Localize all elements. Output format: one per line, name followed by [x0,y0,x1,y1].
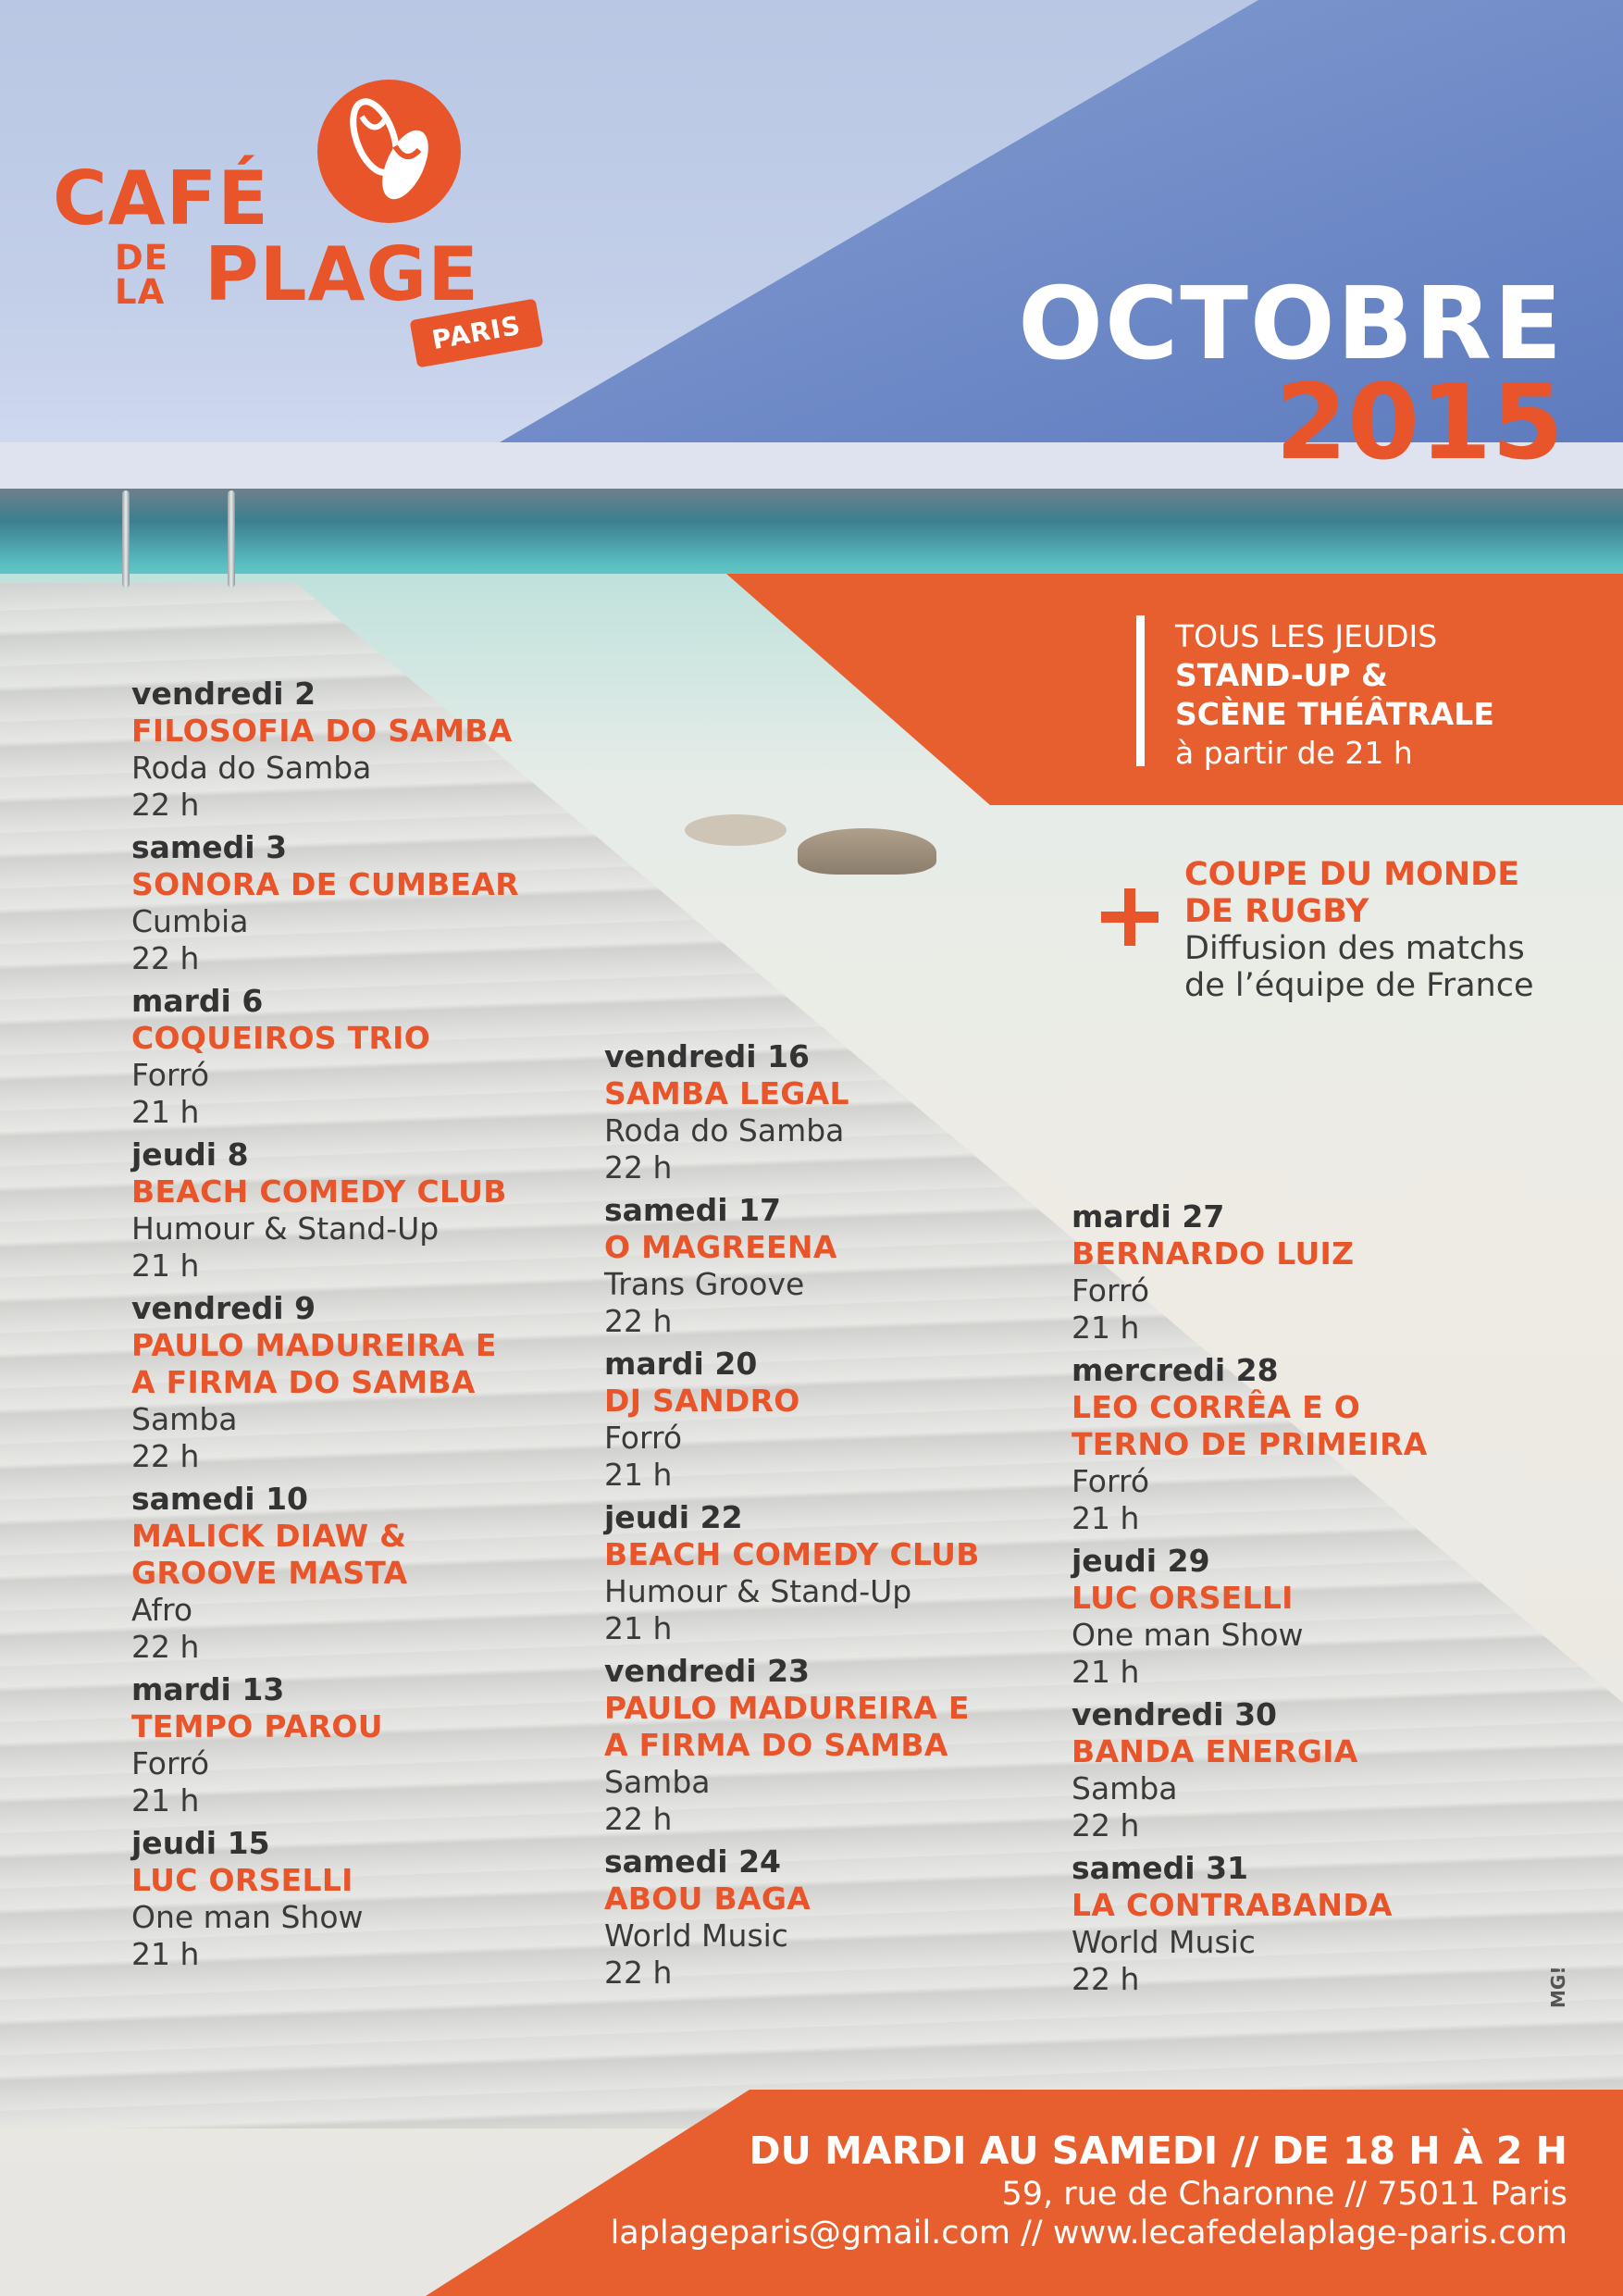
event-item [131,983,613,1131]
year-title: 2015 [1275,363,1564,483]
address: 59, rue de Charonne // 75011 Paris [1001,2176,1567,2213]
event-day: jeudi 29 [1072,1543,1210,1579]
event-item [604,1653,1085,1838]
event-day: samedi 31 [1072,1850,1249,1886]
event-item [131,1671,613,1819]
event-time: 21 h [604,1457,673,1493]
event-day: samedi 24 [604,1843,782,1880]
event-day: samedi 17 [604,1192,782,1228]
event-day: vendredi 23 [604,1653,811,1689]
event-item [604,1843,1085,1992]
event-time: 22 h [604,1303,673,1339]
flip-flops-icon [317,80,461,223]
event-day: jeudi 8 [131,1136,249,1173]
event-item [1072,1850,1553,1998]
event-name: LUC ORSELLI [1072,1580,1294,1616]
event-time: 21 h [1072,1654,1140,1690]
event-time: 22 h [131,940,200,976]
event-time: 22 h [131,787,200,823]
event-day: vendredi 30 [1072,1696,1278,1732]
logo-la: LA [115,272,166,312]
event-time: 22 h [131,1438,200,1474]
thursday-banner-divider [1136,615,1145,766]
rock-shadow [685,814,787,846]
event-name: BEACH COMEDY CLUB [604,1536,980,1572]
event-genre: Cumbia [131,903,249,939]
event-time: 22 h [131,1629,200,1665]
event-item [131,1136,613,1285]
rugby-notice [1184,856,1534,1004]
event-day: samedi 10 [131,1481,309,1517]
event-name: BERNARDO LUIZ [1072,1235,1355,1272]
thursday-line-4: à partir de 21 h [1175,735,1413,771]
event-time: 22 h [604,1955,673,1991]
events-column-2 [604,1038,1085,1997]
event-name: LA CONTRABANDA [1072,1887,1393,1923]
rugby-title-2: DE RUGBY [1184,893,1369,930]
event-item [131,676,613,824]
events-column-3 [1072,1198,1553,2004]
events-column-1 [131,676,613,1979]
event-time: 22 h [1072,1961,1140,1997]
footer-info [611,2127,1567,2253]
logo-de: DE [115,238,168,278]
event-time: 21 h [131,1782,200,1818]
event-genre: Forró [131,1745,210,1781]
thursday-banner-text [1175,617,1494,773]
rugby-desc-1: Diffusion des matchs [1184,930,1525,967]
event-day: mercredi 28 [1072,1352,1279,1388]
event-name: DJ SANDRO [604,1383,800,1419]
event-name: TEMPO PAROU [131,1708,383,1744]
event-time: 22 h [604,1149,673,1185]
event-genre: Forró [604,1420,683,1456]
beach-rock [798,828,936,875]
event-item [131,1825,613,1973]
event-time: 22 h [604,1801,673,1837]
rugby-title-1: COUPE DU MONDE [1184,856,1520,893]
ladder-rail-left [122,490,130,588]
event-item [131,829,613,977]
event-day: mardi 20 [604,1346,758,1382]
thursday-line-1: TOUS LES JEUDIS [1175,618,1438,654]
event-name: PAULO MADUREIRA E A FIRMA DO SAMBA [131,1327,497,1400]
event-name: ABOU BAGA [604,1880,812,1917]
month-title: OCTOBRE [1018,267,1564,382]
thursday-line-2: STAND-UP & [1175,657,1388,693]
event-genre: Samba [1072,1770,1178,1806]
event-genre: Roda do Samba [131,750,372,786]
event-day: mardi 13 [131,1671,285,1707]
event-day: samedi 3 [131,829,288,865]
event-name: O MAGREENA [604,1229,837,1265]
event-genre: Trans Groove [604,1266,805,1302]
event-day: vendredi 2 [131,676,316,712]
event-day: mardi 6 [131,983,264,1019]
event-name: MALICK DIAW & GROOVE MASTA [131,1518,408,1591]
event-day: vendredi 16 [604,1038,811,1074]
event-time: 21 h [1072,1500,1140,1536]
event-genre: Humour & Stand-Up [131,1210,440,1247]
event-name: SAMBA LEGAL [604,1075,849,1111]
event-name: BANDA ENERGIA [1072,1733,1358,1769]
event-name: LEO CORRÊA E O TERNO DE PRIMEIRA [1072,1389,1428,1462]
event-genre: Samba [131,1401,238,1437]
event-genre: Forró [131,1057,210,1093]
event-genre: Forró [1072,1272,1150,1309]
ladder-rail-right [228,490,235,588]
event-time: 21 h [131,1247,200,1284]
logo-paris-badge: PARIS [410,298,544,367]
event-genre: World Music [1072,1924,1256,1960]
event-genre: Roda do Samba [604,1112,845,1148]
event-item [1072,1198,1553,1347]
event-time: 21 h [604,1610,673,1646]
event-day: mardi 27 [1072,1198,1225,1235]
event-item [1072,1543,1553,1691]
event-item [604,1192,1085,1340]
event-genre: Forró [1072,1463,1150,1499]
event-genre: World Music [604,1917,788,1954]
event-name: LUC ORSELLI [131,1862,353,1898]
event-item [604,1038,1085,1186]
event-name: SONORA DE CUMBEAR [131,866,519,902]
event-day: vendredi 9 [131,1290,316,1326]
event-genre: One man Show [1072,1617,1304,1653]
logo-plage: PLAGE [204,231,479,317]
event-time: 21 h [131,1936,200,1972]
event-name: PAULO MADUREIRA E A FIRMA DO SAMBA [604,1690,970,1763]
rugby-desc-2: de l’équipe de France [1184,967,1534,1004]
thursday-line-3: SCÈNE THÉÂTRALE [1175,696,1494,732]
event-day: jeudi 15 [131,1825,270,1861]
event-name: FILOSOFIA DO SAMBA [131,713,513,749]
logo-cafe: CAFÉ [53,155,269,242]
event-genre: Samba [604,1764,711,1800]
event-time: 21 h [1072,1309,1140,1346]
event-day: jeudi 22 [604,1499,743,1535]
opening-hours: DU MARDI AU SAMEDI // DE 18 H À 2 H [749,2128,1567,2173]
event-item [1072,1696,1553,1844]
event-genre: One man Show [131,1899,364,1935]
event-time: 21 h [131,1094,200,1130]
event-name: BEACH COMEDY CLUB [131,1173,507,1210]
contact-links[interactable]: laplageparis@gmail.com // www.lecafedelaplage-paris.com [610,2215,1567,2252]
event-item [131,1481,613,1666]
event-genre: Humour & Stand-Up [604,1573,912,1609]
event-item [604,1499,1085,1647]
event-name: COQUEIROS TRIO [131,1020,431,1056]
event-item [604,1346,1085,1494]
event-item [1072,1352,1553,1537]
plus-icon [1101,888,1158,946]
event-genre: Afro [131,1592,193,1628]
event-item [131,1290,613,1475]
designer-credit: MG! [1547,1966,1569,2008]
event-time: 22 h [1072,1807,1140,1843]
